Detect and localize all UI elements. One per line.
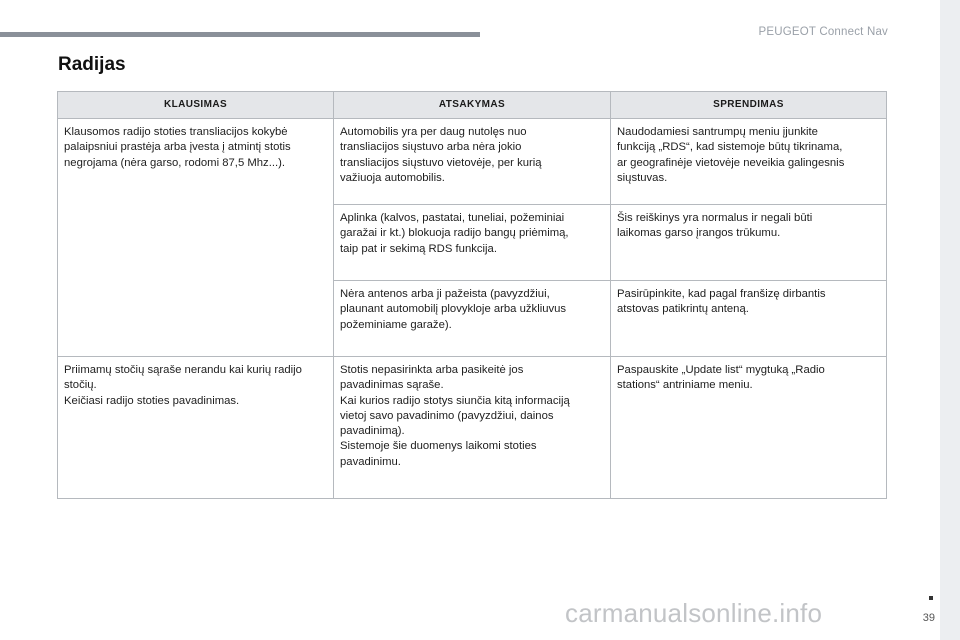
- solution-cell: Pasirūpinkite, kad pagal franšizę dirbantis atstovas patikrintų anteną.: [611, 281, 887, 357]
- answer-cell: Aplinka (kalvos, pastatai, tuneliai, požeminiai garažai ir kt.) blokuoja radijo bangų priėmimą, taip pat ir sekimą RDS funkcija.: [334, 205, 611, 281]
- table-row: [58, 119, 887, 205]
- solution-cell: Naudodamiesi santrumpų meniu įjunkite funkciją „RDS“, kad sistemoje būtų tikrinama, ar geografinėje vietovėje neveikia galingesnis siųstuvas.: [611, 119, 887, 205]
- table-row: [58, 357, 887, 499]
- page-edge-band: [940, 0, 960, 640]
- column-header-answer: ATSAKYMAS: [334, 92, 611, 119]
- answer-cell: Stotis nepasirinkta arba pasikeitė jos pavadinimas sąraše. Kai kurios radijo stotys siunčia kitą informaciją vietoj savo pavadinimo (pavyzdžiui, dainos pavadinimą). Sistemoje šie duomenys laikomi stoties pavadinimu.: [334, 357, 611, 499]
- header-brand: PEUGEOT Connect Nav: [758, 26, 888, 38]
- solution-cell: Paspauskite „Update list“ mygtuką „Radio stations“ antriniame meniu.: [611, 357, 887, 499]
- column-header-solution: SPRENDIMAS: [611, 92, 887, 119]
- question-cell: Priimamų stočių sąraše nerandu kai kurių radijo stočių. Keičiasi radijo stoties pavadinimas.: [58, 357, 334, 499]
- question-cell: Klausomos radijo stoties transliacijos kokybė palaipsniui prastėja arba įvesta į atmintį stotis negrojama (nėra garso, rodomi 87,5 Mhz...).: [58, 119, 334, 357]
- page-title: Radijas: [58, 54, 126, 75]
- column-header-question: KLAUSIMAS: [58, 92, 334, 119]
- header-rule: [0, 32, 480, 37]
- answer-cell: Nėra antenos arba ji pažeista (pavyzdžiui, plaunant automobilį plovykloje arba užkliuvus požeminiame garaže).: [334, 281, 611, 357]
- footer-marker: [929, 596, 933, 600]
- table-header-row: [58, 92, 887, 119]
- page-number: 39: [922, 612, 935, 624]
- faq-table: [57, 91, 887, 499]
- answer-cell: Automobilis yra per daug nutolęs nuo transliacijos siųstuvo arba nėra jokio transliacijos siųstuvo vietovėje, per kurią važiuoja automobilis.: [334, 119, 611, 205]
- watermark: carmanualsonline.info: [565, 598, 823, 628]
- solution-cell: Šis reiškinys yra normalus ir negali būti laikomas garso įrangos trūkumu.: [611, 205, 887, 281]
